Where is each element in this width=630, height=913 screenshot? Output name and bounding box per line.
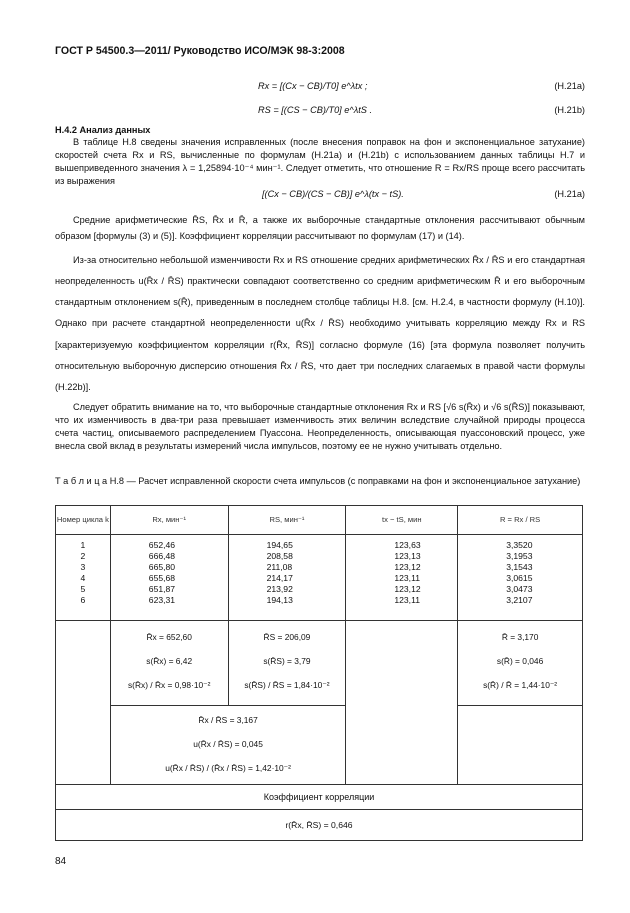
table-cell: 652,46	[148, 540, 176, 550]
table-cell: 5	[80, 584, 86, 594]
stat-line: R̄ = 3,170	[501, 632, 539, 642]
stat-line: u(R̄x / R̄S) / (R̄x / R̄S) = 1,42·10⁻²	[165, 763, 291, 773]
stats-row	[56, 621, 583, 706]
section-title: Н.4.2 Анализ данных	[55, 125, 151, 135]
table-cell: 3,2107	[506, 595, 533, 605]
table-cell: 123,12	[394, 562, 421, 572]
empty-cell	[458, 706, 583, 785]
column-rx	[110, 535, 228, 621]
table-cell: 208,58	[266, 551, 293, 561]
stats-rx	[110, 621, 228, 706]
paragraph-2: Средние арифметические R̄S, R̄x и R̄, а также их выборочные стандартные отклонения рассчитывают обычным образом [формулы (3) и (5)]. Коэффициент корреляции рассчитывают по формулам (17) и (14).	[55, 215, 585, 242]
column-rs	[228, 535, 346, 621]
stat-line: R̄x / R̄S = 3,167	[198, 715, 258, 725]
data-table	[55, 505, 583, 841]
stat-line: u(R̄x / R̄S) = 0,045	[193, 739, 263, 749]
column-r	[458, 535, 583, 621]
table-caption: Т а б л и ц а Н.8 — Расчет исправленной скорости счета импульсов (с поправками на фон и экспоненциальное затухание)	[55, 476, 581, 486]
paragraph-4: Следует обратить внимание на то, что выборочные стандартные отклонения Rx и RS [√6 s(R̄x) и √6 s(R̄S)] показывают, что их изменчивость в два-три раза превышает изменчивость этих величин вследствие случайной природы процесса счета частиц, описываемого распределением Пуассона. Неопределенность, описывающая пуассоновский процесс, уже внесла свой вклад в результаты измерений числа импульсов, поэтому ее не нужно учитывать отдельно.	[55, 402, 585, 452]
table-cell: 123,12	[394, 584, 421, 594]
stats-rs	[228, 621, 346, 706]
stat-line: s(R̄) = 0,046	[496, 656, 544, 666]
table-cell: 194,65	[266, 540, 293, 550]
table-cell: 665,80	[148, 562, 176, 572]
header-r: R = Rx / RS	[458, 506, 583, 535]
stat-line: s(R̄S) / R̄S = 1,84·10⁻²	[244, 680, 330, 690]
stats-ratio	[110, 706, 346, 785]
table-cell: 211,08	[266, 562, 293, 572]
table-header-row	[56, 506, 583, 535]
table-data-row	[56, 535, 583, 621]
document-header: ГОСТ Р 54500.3—2011/ Руководство ИСО/МЭК 98-3:2008	[55, 45, 345, 57]
table-cell: 213,92	[266, 584, 293, 594]
table-cell: 123,11	[394, 595, 420, 605]
table-cell: 123,11	[394, 573, 420, 583]
equation-text: [(Cx − CB)/(CS − CB)] e^λ(tx − tS).	[262, 189, 404, 199]
empty-cell	[56, 621, 111, 785]
empty-cell	[346, 621, 458, 785]
table-cell: 3,0473	[506, 584, 533, 594]
table-cell: 2	[80, 551, 86, 561]
table-cell: 3,1543	[506, 562, 533, 572]
header-cycle: Номер цикла k	[56, 506, 111, 535]
header-rx: Rx, мин⁻¹	[110, 506, 228, 535]
paragraph-3: Из-за относительно небольшой изменчивости Rx и RS отношение средних арифметических R̄x / R̄S и его стандартная неопределенность u(R̄x / R̄S) практически совпадают соответственно со средним арифметическим R̄ и его выборочным стандартным отклонением s(R̄), приведенным в последнем столбце таблицы Н.8. [см. Н.2.4, в частности формулу (Н.10)]. Однако при расчете стандартной неопределенности u(R̄x / R̄S) необходимо учитывать корреляцию между Rx и RS [характеризуемую коэффициентом корреляции r(R̄x, R̄S)] согласно формуле (16) [эта формула позволяет получить относительную выборочную дисперсию отношения R̄x / R̄S, что дает три последних слагаемых в правой части формулы (Н.22b)].	[55, 255, 585, 392]
equation-ratio	[262, 188, 585, 201]
equation-number: (H.21a)	[554, 81, 585, 91]
table-cell: 1	[80, 540, 86, 550]
correlation-label: Коэффициент корреляции	[56, 785, 583, 810]
column-dt	[346, 535, 458, 621]
table-cell: 651,87	[148, 584, 176, 594]
equation-h21b	[258, 104, 585, 117]
table-cell: 3,1953	[506, 551, 533, 561]
stat-line: R̄S = 206,09	[263, 632, 311, 642]
equation-text: RS = [(CS − CB)/T0] e^λtS .	[258, 105, 373, 115]
table-cell: 3,3520	[506, 540, 533, 550]
table-cell: 3,0615	[506, 573, 533, 583]
stat-line: s(R̄x) = 6,42	[146, 656, 193, 666]
table-cell: 6	[80, 595, 86, 605]
equation-h21a	[258, 80, 585, 93]
table-cell: 214,17	[266, 573, 293, 583]
header-rs: RS, мин⁻¹	[228, 506, 346, 535]
stat-line: s(R̄) / R̄ = 1,44·10⁻²	[483, 680, 558, 690]
table-cell: 194,13	[266, 595, 293, 605]
table-cell: 666,48	[148, 551, 176, 561]
correlation-value: r(R̄x, R̄S) = 0,646	[56, 810, 583, 841]
column-k	[56, 535, 111, 621]
equation-number: (H.21b)	[554, 105, 585, 115]
stat-line: R̄x = 652,60	[146, 632, 192, 642]
header-dt: tx − tS, мин	[346, 506, 458, 535]
page-number: 84	[55, 856, 67, 867]
corr-value-row	[56, 810, 583, 841]
paragraph-1: В таблице Н.8 сведены значения исправленных (после внесения поправок на фон и экспоненциальное затухание) скоростей счета Rx и RS, вычисленные по формулам (Н.21а) и (Н.21b) с использованием данных таблицы Н.7 и вышеприведенного значения λ = 1,25894·10⁻⁴ мин⁻¹. Следует отметить, что отношение R = Rx/RS проще всего рассчитать из выражения	[55, 137, 585, 187]
table-cell: 3	[80, 562, 86, 572]
table-cell: 655,68	[148, 573, 176, 583]
equation-number: (H.21a)	[554, 189, 585, 199]
equation-text: Rx = [(Cx − CB)/T0] e^λtx ;	[258, 81, 368, 91]
ratio-row	[56, 706, 583, 785]
stat-line: s(R̄x) / R̄x = 0,98·10⁻²	[127, 680, 211, 690]
table-cell: 4	[80, 573, 86, 583]
table-cell: 623,31	[148, 595, 176, 605]
table-cell: 123,13	[394, 551, 421, 561]
table-cell: 123,63	[394, 540, 421, 550]
stats-r	[458, 621, 583, 706]
corr-label-row	[56, 785, 583, 810]
stat-line: s(R̄S) = 3,79	[263, 656, 311, 666]
